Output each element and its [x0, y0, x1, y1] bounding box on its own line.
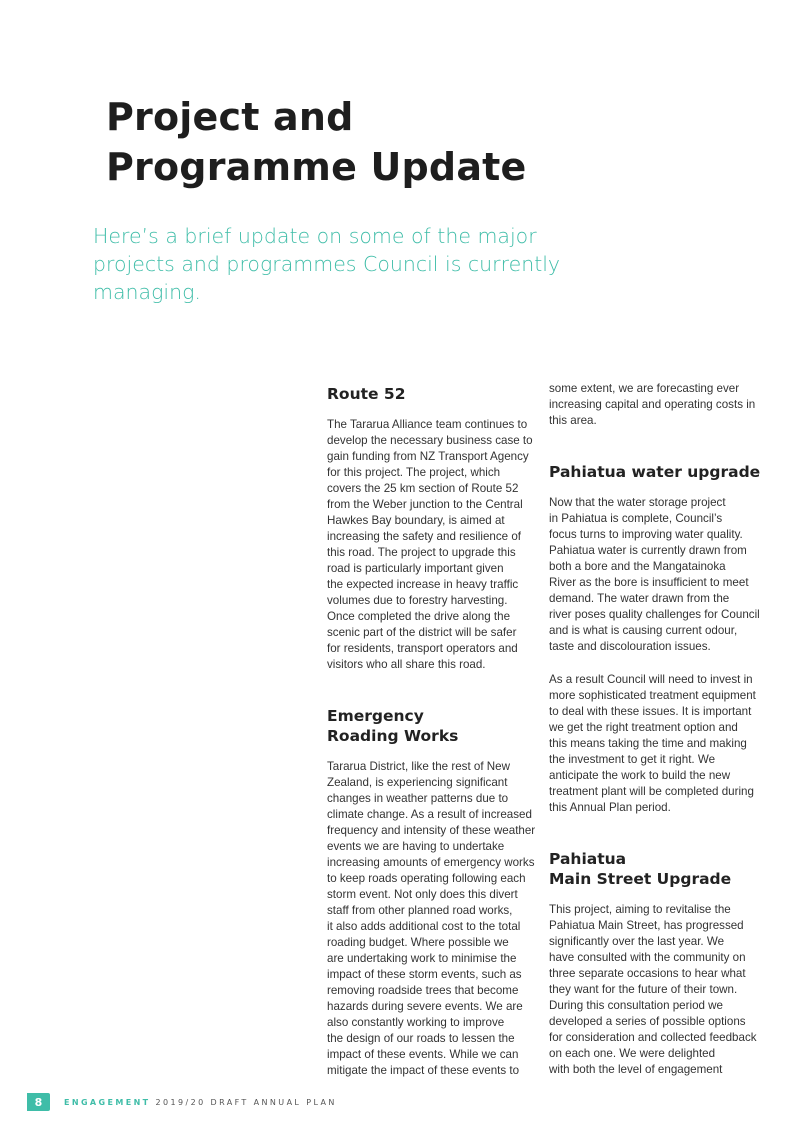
text-line: with both the level of engagement	[549, 1063, 723, 1076]
text-line: The Tararua Alliance team continues to	[327, 418, 528, 431]
continuation-paragraph	[549, 381, 764, 429]
text-line: both a bore and the Mangatainoka	[549, 560, 726, 573]
intro-line: managing.	[93, 280, 201, 304]
water-upgrade-section	[549, 462, 764, 816]
paragraph	[549, 672, 764, 816]
text-line: changes in weather patterns due to	[327, 792, 509, 805]
text-line: Tararua District, like the rest of New	[327, 760, 510, 773]
text-line: also constantly working to improve	[327, 1016, 505, 1029]
text-line: impact of these events. While we can	[327, 1048, 519, 1061]
text-line: road is particularly important given	[327, 562, 504, 575]
text-line: Pahiatua water is currently drawn from	[549, 544, 747, 557]
page-number: 8	[27, 1093, 50, 1111]
heading-line: Main Street Upgrade	[549, 870, 732, 888]
section-heading	[327, 706, 539, 746]
text-line: to deal with these issues. It is important	[549, 705, 752, 718]
text-line: this area.	[549, 414, 597, 427]
text-line: this road. The project to upgrade this	[327, 546, 516, 559]
section-heading	[549, 849, 764, 889]
text-line: it also adds additional cost to the total	[327, 920, 521, 933]
paragraph	[327, 417, 539, 673]
text-line: develop the necessary business case to	[327, 434, 533, 447]
intro-text	[93, 222, 561, 306]
heading-line: Pahiatua water upgrade	[549, 463, 761, 481]
emergency-section	[327, 706, 539, 1079]
title-line: Project and	[106, 95, 354, 139]
text-line: significantly over the last year. We	[549, 935, 725, 948]
text-line: focus turns to improving water quality.	[549, 528, 743, 541]
text-line: roading budget. Where possible we	[327, 936, 509, 949]
text-line: This project, aiming to revitalise the	[549, 903, 731, 916]
text-line: storm event. Not only does this divert	[327, 888, 518, 901]
paragraph	[549, 495, 764, 655]
text-line: we get the right treatment option and	[549, 721, 738, 734]
text-line: anticipate the work to build the new	[549, 769, 731, 782]
text-line: demand. The water drawn from the	[549, 592, 730, 605]
intro-line: Here’s a brief update on some of the major	[93, 224, 537, 248]
text-line: scenic part of the district will be safer	[327, 626, 517, 639]
text-line: impact of these storm events, such as	[327, 968, 522, 981]
text-line: Pahiatua Main Street, has progressed	[549, 919, 744, 932]
page-footer	[27, 1093, 337, 1111]
paragraph	[549, 902, 764, 1078]
section-heading	[327, 384, 539, 404]
text-line: developed a series of possible options	[549, 1015, 746, 1028]
text-line: in Pahiatua is complete, Council’s	[549, 512, 723, 525]
text-line: are undertaking work to minimise the	[327, 952, 517, 965]
text-line: During this consultation period we	[549, 999, 724, 1012]
heading-line: Roading Works	[327, 727, 459, 745]
text-line: some extent, we are forecasting ever	[549, 382, 740, 395]
text-line: three separate occasions to hear what	[549, 967, 746, 980]
text-line: River as the bore is insufficient to meet	[549, 576, 749, 589]
section-heading	[549, 462, 764, 482]
text-line: staff from other planned road works,	[327, 904, 513, 917]
text-line: frequency and intensity of these weather	[327, 824, 536, 837]
text-line: increasing capital and operating costs in	[549, 398, 756, 411]
left-column	[327, 384, 539, 1079]
heading-line: Route 52	[327, 385, 406, 403]
text-line: climate change. As a result of increased	[327, 808, 532, 821]
text-line: for residents, transport operators and	[327, 642, 518, 655]
paragraph	[327, 759, 539, 1079]
text-line: taste and discolouration issues.	[549, 640, 711, 653]
page-title	[106, 92, 527, 192]
title-line: Programme Update	[106, 145, 527, 189]
text-line: more sophisticated treatment equipment	[549, 689, 756, 702]
text-line: treatment plant will be completed during	[549, 785, 754, 798]
text-line: removing roadside trees that become	[327, 984, 519, 997]
heading-line: Emergency	[327, 707, 424, 725]
text-line: they want for the future of their town.	[549, 983, 738, 996]
text-line: the design of our roads to lessen the	[327, 1032, 515, 1045]
text-line: Zealand, is experiencing significant	[327, 776, 508, 789]
text-line: on each one. We were delighted	[549, 1047, 716, 1060]
footer-document-title: 2019/20 DRAFT ANNUAL PLAN	[155, 1097, 337, 1107]
text-line: volumes due to forestry harvesting.	[327, 594, 508, 607]
text-line: events we are having to undertake	[327, 840, 505, 853]
text-line: As a result Council will need to invest in	[549, 673, 753, 686]
text-line: for consideration and collected feedback	[549, 1031, 757, 1044]
text-line: and is what is causing current odour,	[549, 624, 738, 637]
text-line: Once completed the drive along the	[327, 610, 511, 623]
text-line: Hawkes Bay boundary, is aimed at	[327, 514, 505, 527]
text-line: covers the 25 km section of Route 52	[327, 482, 519, 495]
text-line: mitigate the impact of these events to	[327, 1064, 520, 1077]
text-line: river poses quality challenges for Council	[549, 608, 760, 621]
text-line: gain funding from NZ Transport Agency	[327, 450, 529, 463]
text-line: the investment to get it right. We	[549, 753, 716, 766]
text-line: from the Weber junction to the Central	[327, 498, 523, 511]
text-line: the expected increase in heavy traffic	[327, 578, 519, 591]
text-line: have consulted with the community on	[549, 951, 746, 964]
text-line: increasing the safety and resilience of	[327, 530, 521, 543]
text-line: increasing amounts of emergency works	[327, 856, 535, 869]
text-line: visitors who all share this road.	[327, 658, 486, 671]
text-line: this means taking the time and making	[549, 737, 747, 750]
route52-section	[327, 384, 539, 673]
footer-brand: ENGAGEMENT	[64, 1097, 151, 1107]
right-column	[549, 381, 764, 1078]
main-street-section	[549, 849, 764, 1078]
text-line: to keep roads operating following each	[327, 872, 526, 885]
text-line: this Annual Plan period.	[549, 801, 671, 814]
text-line: hazards during severe events. We are	[327, 1000, 523, 1013]
intro-line: projects and programmes Council is currently	[93, 252, 561, 276]
heading-line: Pahiatua	[549, 850, 627, 868]
text-line: for this project. The project, which	[327, 466, 501, 479]
text-line: Now that the water storage project	[549, 496, 726, 509]
